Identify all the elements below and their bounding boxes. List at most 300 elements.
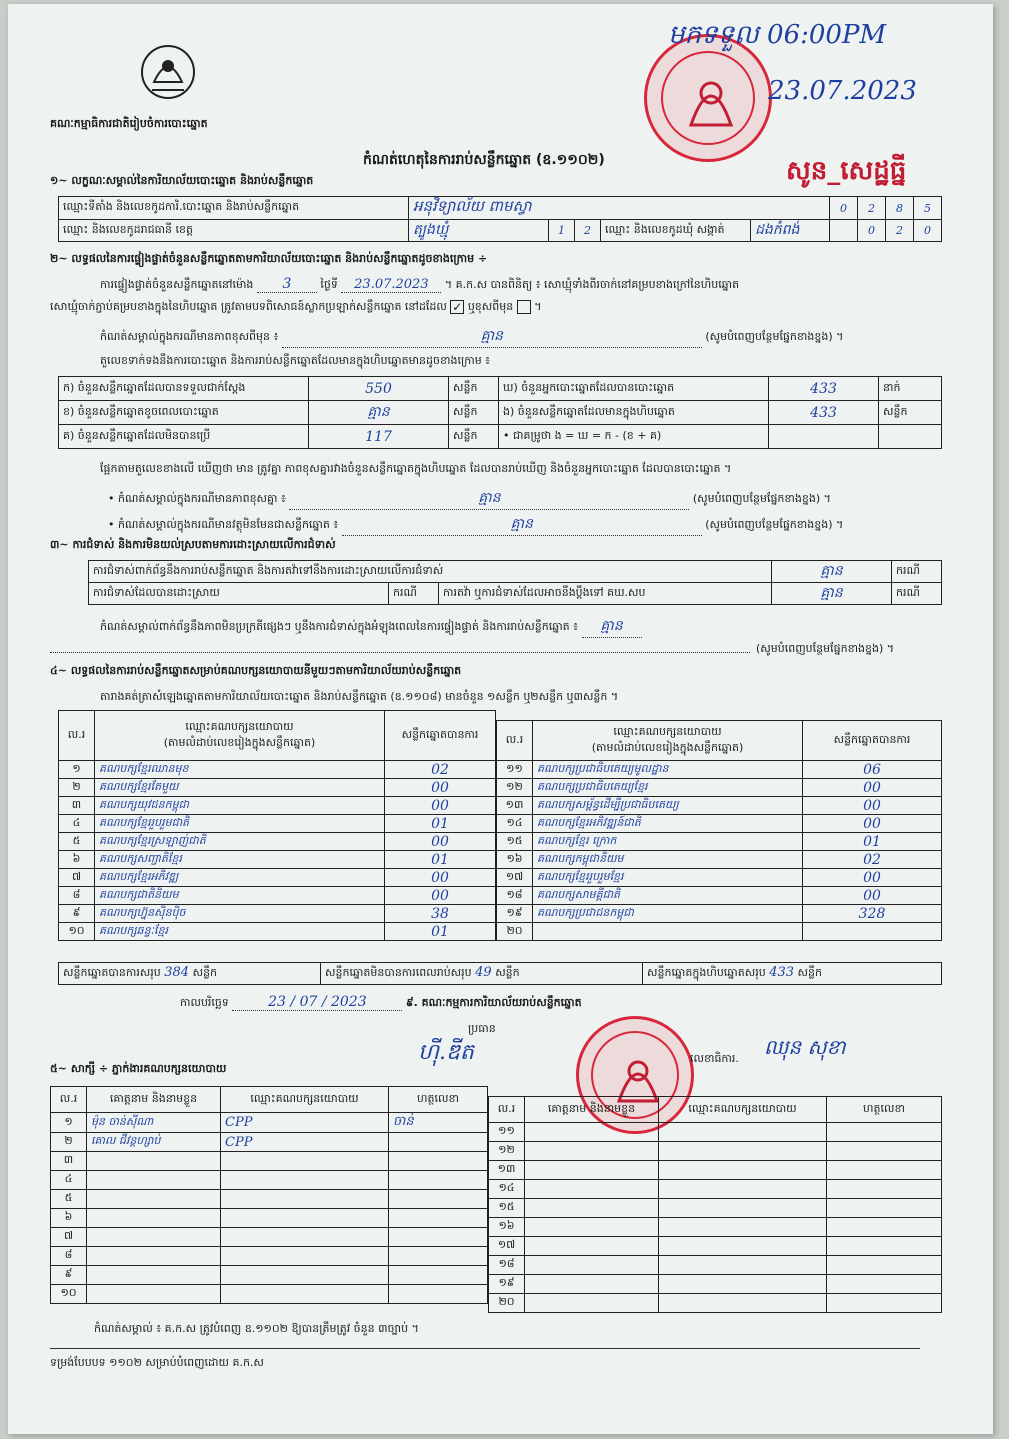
witness-row-sign <box>827 1161 942 1180</box>
office-code-4: 5 <box>914 197 942 220</box>
witness-row <box>489 1142 942 1161</box>
bullet2-value: គ្មាន <box>342 514 702 536</box>
votes-table-left <box>58 710 496 941</box>
witness-col-name: គោត្តនាម និងនាមខ្លួន <box>87 1087 221 1113</box>
committee-label: ៩. គណៈកម្មការការិយាល័យរាប់សន្លឹកឆ្នោត <box>405 996 582 1009</box>
different-checkbox[interactable] <box>517 300 531 314</box>
witness-row <box>489 1294 942 1313</box>
office-code-2: 2 <box>858 197 886 220</box>
witness-row <box>51 1228 488 1247</box>
vote-row <box>497 923 942 941</box>
chair-label: ប្រធាន <box>468 1022 496 1035</box>
stamp-text: សូន_សេដ្ឋធ្នី <box>786 156 907 186</box>
vote-row-no: ៩ <box>59 905 95 923</box>
verify-text-b: ថ្ងៃទី <box>320 278 338 291</box>
witness-row-name <box>525 1123 659 1142</box>
office-code-1: 0 <box>830 197 858 220</box>
witness-row-name: គោល ជីវន្តហ្សាប់ <box>87 1133 221 1152</box>
witness-row-sign <box>827 1218 942 1237</box>
count-right-label: ឃ) ចំនួនអ្នកបោះឆ្នោតដែលបានបោះឆ្នោត <box>499 377 769 401</box>
vote-row-no: ១៥ <box>497 833 533 851</box>
province-name: ត្បូងឃ្មុំ <box>409 220 549 242</box>
nec-emblem <box>138 42 198 102</box>
witness-row <box>51 1113 488 1133</box>
count-row <box>59 401 942 425</box>
witness-row-name <box>87 1228 221 1247</box>
vote-row-votes: 01 <box>385 851 496 869</box>
vote-row-party: គណបក្សប្រជាជនកម្ពុជា <box>533 905 803 923</box>
witness-row-no: ១៨ <box>489 1256 525 1275</box>
date-label: កាលបរិច្ឆេទ <box>180 996 229 1009</box>
vote-row-no: ១៣ <box>497 797 533 815</box>
verify-line2-text: សោឃ្មុំចាក់ភ្ជាប់គម្របខាងក្នុងនៃហិបឆ្នោត ត្រូវតាមបទពិសោធន៍ស្លាកប្រឡាក់សន្លឹកឆ្នោត នៅដដែល <box>50 300 447 313</box>
vote-row-party: គណបក្សខ្មែរស្រឡាញ់ជាតិ <box>95 833 385 851</box>
verify-line <box>100 276 960 294</box>
witness-row <box>489 1256 942 1275</box>
witness-row-sign <box>827 1294 942 1313</box>
bullet1-label: • កំណត់សម្គាល់ក្នុងករណីមានភាពខុសគ្នា ៖ <box>108 492 286 505</box>
vote-row-votes: 02 <box>803 851 942 869</box>
vote-row-party: គណបក្សខ្មែរអភិវឌ្ឍ <box>95 869 385 887</box>
count-right-unit: សន្លឹក <box>879 401 942 425</box>
witness-row-name <box>525 1294 659 1313</box>
vote-row <box>497 815 942 833</box>
witness-row-name <box>87 1285 221 1304</box>
witness-row-sign <box>827 1199 942 1218</box>
bullet2-label: • កំណត់សម្គាល់ក្នុងករណីមានវត្ថុមិនមែនជាសន្លឹកឆ្នោត ៖ <box>108 518 339 531</box>
votes-col-no: ល.រ <box>59 711 95 761</box>
votes-col-party-label: ឈ្មោះគណបក្សនយោបាយ <box>185 719 294 733</box>
witness-row-no: ១០ <box>51 1285 87 1304</box>
witness-row <box>489 1161 942 1180</box>
note-value: គ្មាន <box>282 326 702 348</box>
votes-col-no-r: ល.រ <box>497 721 533 761</box>
received-date: 23.07.2023 <box>768 76 917 106</box>
commune-code-1: 0 <box>858 220 886 242</box>
count-table <box>58 376 942 449</box>
vote-row <box>497 797 942 815</box>
count-right-unit <box>879 425 942 449</box>
witness-row-party <box>221 1171 389 1190</box>
witness-row-no: ៩ <box>51 1266 87 1285</box>
section3-title: ៣~ ការជំទាស់ និងការមិនយល់ស្របតាមការដោះស្រាយលើការជំទាស់ <box>50 538 336 551</box>
total-inbox-label: សន្លឹកឆ្នោតក្នុងហិបឆ្នោតសរុប <box>647 966 766 979</box>
verify-date: 23.07.2023 <box>341 277 441 293</box>
verify-line-2: សោឃ្មុំចាក់ភ្ជាប់គម្របខាងក្នុងនៃហិបឆ្នោត ត្រូវតាមបទពិសោធន៍ស្លាកប្រឡាក់សន្លឹកឆ្នោត នៅដដែល ✓ ឬខុសពីមុន ។ <box>50 300 542 314</box>
witness-row <box>489 1237 942 1256</box>
witness-row-party <box>659 1294 827 1313</box>
witness-row-no: ៤ <box>51 1171 87 1190</box>
vote-row <box>497 851 942 869</box>
total-invalid-unit: សន្លឹក <box>495 966 520 979</box>
total-inbox-unit: សន្លឹក <box>797 966 822 979</box>
province-code-1: 1 <box>549 220 575 242</box>
witness-row <box>489 1275 942 1294</box>
witness-row-party <box>221 1152 389 1171</box>
section3-note-label: កំណត់សម្គាល់ពាក់ព័ន្ធនឹងភាពមិនប្រក្រតីផ្សេងៗ ឬនឹងការជំទាស់ក្នុងអំឡុងពេលនៃការផ្ទៀងផ្ទាត់ និងការរាប់សន្លឹកឆ្នោត ៖ <box>100 620 578 633</box>
witness-row-no: ២ <box>51 1133 87 1152</box>
count-left-label: គ) ចំនួនសន្លឹកឆ្នោតដែលមិនបានប្រើ <box>59 425 309 449</box>
witness-row-party <box>221 1285 389 1304</box>
witness-row-name <box>525 1161 659 1180</box>
witness-row-no: ១១ <box>489 1123 525 1142</box>
witness-row <box>51 1171 488 1190</box>
witness-row-sign <box>389 1152 488 1171</box>
vote-row-no: ៣ <box>59 797 95 815</box>
witness-table-left <box>50 1086 488 1304</box>
witness-col-no: ល.រ <box>51 1087 87 1113</box>
total-valid-unit: សន្លឹក <box>192 966 218 979</box>
witness-row-sign <box>827 1256 942 1275</box>
witness-row-sign <box>389 1171 488 1190</box>
witness-row <box>51 1285 488 1304</box>
witness-row-name <box>87 1209 221 1228</box>
total-valid-value: 384 <box>164 965 190 980</box>
province-code-2: 2 <box>575 220 601 242</box>
total-inbox <box>643 963 942 985</box>
vote-row-no: ៨ <box>59 887 95 905</box>
vote-row-party <box>533 923 803 941</box>
count-left-label: ខ) ចំនួនសន្លឹកឆ្នោតខូចពេលបោះឆ្នោត <box>59 401 309 425</box>
witness-col-party: ឈ្មោះគណបក្សនយោបាយ <box>221 1087 389 1113</box>
vote-row <box>497 779 942 797</box>
witness-row-name <box>87 1247 221 1266</box>
vote-row-votes: 00 <box>803 797 942 815</box>
witness-row <box>51 1247 488 1266</box>
vote-row <box>59 851 496 869</box>
witness-table-right <box>488 1096 942 1313</box>
witness-row-sign <box>827 1180 942 1199</box>
witness-row-party <box>221 1190 389 1209</box>
witness-row-name <box>87 1152 221 1171</box>
vote-row-votes: 00 <box>385 887 496 905</box>
vote-row <box>59 761 496 779</box>
witness-row <box>51 1152 488 1171</box>
objection-row1-unit: ករណី <box>892 561 942 583</box>
witness-row-no: ១ <box>51 1113 87 1133</box>
witness-row-party <box>659 1142 827 1161</box>
commune-name: ដងកំពង់ <box>751 220 830 242</box>
vote-row-votes: 00 <box>803 869 942 887</box>
vote-row-party: គណបក្សប្រជាធិបតេយ្យខ្មែរ <box>533 779 803 797</box>
vote-row-party: គណបក្សសញ្ជាតិខ្មែរ <box>95 851 385 869</box>
bullet2-hint: (សូមបំពេញបន្ថែមផ្នែកខាងខ្នង) ។ <box>705 518 844 531</box>
witness-row-no: ៦ <box>51 1209 87 1228</box>
witness-row-no: ៣ <box>51 1152 87 1171</box>
witness-row-sign <box>389 1209 488 1228</box>
vote-row-party: គណបក្សហ្វ៊ុនស៊ិនប៉ិច <box>95 905 385 923</box>
witness-col-sign: ហត្ថលេខា <box>389 1087 488 1113</box>
section3-note <box>100 616 960 638</box>
witness-row-party <box>659 1199 827 1218</box>
section4-title: ៤~ លទ្ធផលនៃការរាប់សន្លឹកឆ្នោតសម្រាប់គណបក្សនយោបាយនីមួយៗតាមការិយាល័យរាប់សន្លឹកឆ្នោត <box>50 664 462 677</box>
vote-row-no: ១០ <box>59 923 95 941</box>
form-title: កំណត់ហេតុនៃការរាប់សន្លឹកឆ្នោត (ឧ.១១០២) <box>363 152 605 168</box>
objection-row1-value: គ្មាន <box>772 561 892 583</box>
section3-hint: (សូមបំពេញបន្ថែមផ្នែកខាងខ្នង) ។ <box>756 642 895 655</box>
footer-form-ref: ទម្រង់បែបបទ ១១០២ សម្រាប់បំពេញដោយ គ.ក.ស <box>50 1356 264 1369</box>
count-left-unit: សន្លឹក <box>449 401 499 425</box>
vote-row-votes: 00 <box>385 833 496 851</box>
vote-row <box>59 923 496 941</box>
vote-row <box>59 833 496 851</box>
vote-row-votes: 06 <box>803 761 942 779</box>
office-label: ឈ្មោះទីតាំង និងលេខកូដការិ.បោះឆ្នោត និងរាប់សន្លឹកឆ្នោត <box>59 197 409 220</box>
vote-row <box>59 869 496 887</box>
witness-row <box>489 1199 942 1218</box>
witness-row-sign <box>827 1237 942 1256</box>
witness-row-name <box>525 1256 659 1275</box>
date-value: 23 / 07 / 2023 <box>232 994 402 1011</box>
office-code-3: 8 <box>886 197 914 220</box>
witness-row-party <box>221 1228 389 1247</box>
witness-row-name <box>525 1218 659 1237</box>
vote-row-votes: 00 <box>385 797 496 815</box>
vote-row-votes: 00 <box>803 779 942 797</box>
bullet1-line <box>108 488 958 510</box>
vote-row-votes: 01 <box>385 923 496 941</box>
witness-row-party: CPP <box>221 1113 389 1133</box>
vote-row-party: គណបក្សខ្មែរឈានមុខ <box>95 761 385 779</box>
witness-row-name <box>87 1190 221 1209</box>
witness-row-no: ១៩ <box>489 1275 525 1294</box>
vote-row-no: ១៤ <box>497 815 533 833</box>
section4-intro: តារាងគត់ត្រាសំឡេងឆ្នោតតាមការិយាល័យបោះឆ្នោត និងរាប់សន្លឹកឆ្នោត (ឧ.១១០៨) មានចំនួន ១សន្លឹក ឬ២សន្លឹក ឬ៣សន្លឹក ។ <box>100 690 619 703</box>
witness-row-sign <box>389 1133 488 1152</box>
vote-row-votes: 01 <box>385 815 496 833</box>
objection-table <box>88 560 942 605</box>
vote-row-party: គណបក្សសាមគ្គីជាតិ <box>533 887 803 905</box>
witness-row-sign <box>389 1190 488 1209</box>
section2-title: ២~ លទ្ធផលនៃការផ្ទៀងផ្ទាត់ចំនួនសន្លឹកឆ្នោតតាមការិយាល័យបោះឆ្នោត និងរាប់សន្លឹកឆ្នោតដូចខាងក្រោម ÷ <box>50 252 488 265</box>
witness-row <box>489 1218 942 1237</box>
date-line <box>180 994 980 1012</box>
total-inbox-value: 433 <box>769 965 795 980</box>
count-right-value: 433 <box>769 377 879 401</box>
witness-row-party <box>659 1180 827 1199</box>
vote-row-votes: 00 <box>385 779 496 797</box>
witness-row-name <box>525 1142 659 1161</box>
section1-title: ១~ លក្ខណៈសម្គាល់នៃការិយាល័យបោះឆ្នោត និងរាប់សន្លឹកឆ្នោត <box>50 174 314 187</box>
total-invalid <box>321 963 643 985</box>
vote-row-votes: 328 <box>803 905 942 923</box>
vote-row-no: ៦ <box>59 851 95 869</box>
office-name: អនុវិទ្យាល័យ ពាមស្វា <box>409 197 830 220</box>
witness-col-no-r: ល.រ <box>489 1097 525 1123</box>
witness-row-party: CPP <box>221 1133 389 1152</box>
witness-row-name <box>525 1237 659 1256</box>
vote-row-no: ១១ <box>497 761 533 779</box>
vote-row-no: ១៧ <box>497 869 533 887</box>
votes-col-votes-r: សន្លឹកឆ្នោតបានការ <box>803 721 942 761</box>
witness-row <box>51 1133 488 1152</box>
verify-hour: 3 <box>257 276 317 293</box>
vote-row-no: ១២ <box>497 779 533 797</box>
count-right-label: ង) ចំនួនសន្លឹកឆ្នោតដែលមានក្នុងហិបឆ្នោត <box>499 401 769 425</box>
witness-row-party <box>221 1209 389 1228</box>
objection-row2-mid: ការតវ៉ា ឬការជំទាស់ដែលអាចនឹងប្តឹងទៅ គឃ.សប <box>439 583 772 605</box>
section5-title: ៥~ សាក្សី ÷ ភ្នាក់ងារគណបក្សនយោបាយ <box>50 1062 227 1075</box>
different-label: ឬខុសពីមុន <box>467 300 514 313</box>
vote-row-votes: 00 <box>803 815 942 833</box>
vote-row-party: គណបក្សឆន្ទៈខ្មែរ <box>95 923 385 941</box>
witness-row-name <box>87 1266 221 1285</box>
votes-col-party-r <box>533 721 803 761</box>
vote-row-no: ៥ <box>59 833 95 851</box>
witness-row <box>51 1266 488 1285</box>
witness-row-no: ១៦ <box>489 1218 525 1237</box>
vote-row-party: គណបក្សយុវជនកម្ពុជា <box>95 797 385 815</box>
total-valid-label: សន្លឹកឆ្នោតបានការសរុប <box>63 966 161 979</box>
totals-table <box>58 962 942 985</box>
witness-row-sign: ចាន់ <box>389 1113 488 1133</box>
witness-col-name-r: គោត្តនាម និងនាមខ្លួន <box>525 1097 659 1123</box>
secretary-signature: ឈុន សុខា <box>764 1035 846 1059</box>
witness-row-party <box>659 1275 827 1294</box>
secretary-label: លេខាធិការ. <box>690 1052 739 1065</box>
witness-row-party <box>659 1161 827 1180</box>
votes-col-party-label-r: ឈ្មោះគណបក្សនយោបាយ <box>613 724 722 738</box>
vote-row-no: ៤ <box>59 815 95 833</box>
vote-row-no: ២០ <box>497 923 533 941</box>
note-label: កំណត់សម្គាល់ក្នុងករណីមានភាពខុសពីមុន ៖ <box>100 330 279 343</box>
province-label: ឈ្មោះ និងលេខកូដរាជធានី ខេត្ត <box>59 220 409 242</box>
bullet1-hint: (សូមបំពេញបន្ថែមផ្នែកខាងខ្នង) ។ <box>692 492 831 505</box>
count-row <box>59 377 942 401</box>
vote-row-party: គណបក្សខ្មែរអភិវឌ្ឍន៍ជាតិ <box>533 815 803 833</box>
witness-row-sign <box>389 1228 488 1247</box>
count-right-value: 433 <box>769 401 879 425</box>
total-valid <box>59 963 321 985</box>
vote-row-party: គណបក្សខ្មែររួបរួមខ្មែរ <box>533 869 803 887</box>
form-paper <box>8 4 993 1434</box>
count-row <box>59 425 942 449</box>
vote-row-party: គណបក្សកម្ពុជានិយម <box>533 851 803 869</box>
witness-row-no: ៥ <box>51 1190 87 1209</box>
votes-col-votes: សន្លឹកឆ្នោតបានការ <box>385 711 496 761</box>
section3-note-value: គ្មាន <box>582 616 642 638</box>
votes-table-right <box>496 720 942 941</box>
count-left-value: 117 <box>309 425 449 449</box>
objection-row2-value: គ្មាន <box>772 583 892 605</box>
witness-row-name <box>87 1171 221 1190</box>
witness-row-name: ម៉ុន ចាន់ស៊ីណា <box>87 1113 221 1133</box>
witness-row <box>51 1190 488 1209</box>
verify-text-a: ការផ្ទៀងផ្ទាត់ចំនួនសន្លឹកឆ្នោតនៅម៉ោង <box>100 278 254 291</box>
count-left-value: គ្មាន <box>309 401 449 425</box>
vote-row-party: គណបក្សជាតិនិយម <box>95 887 385 905</box>
vote-row <box>497 833 942 851</box>
vote-row <box>497 869 942 887</box>
footer-note: កំណត់សម្គាល់ ៖ គ.ក.ស ត្រូវបំពេញ ឧ.១១០២ ឱ្យបានត្រឹមត្រូវ ចំនួន ៣ច្បាប់ ។ <box>94 1322 419 1335</box>
objection-row2-unit1: ករណី <box>389 583 439 605</box>
witness-row <box>489 1123 942 1142</box>
count-right-label: • ជាគម្រូថា ង = ឃ = ក - (ខ + គ) <box>499 425 769 449</box>
witness-row-name <box>525 1180 659 1199</box>
vote-row-votes <box>803 923 942 941</box>
vote-row <box>59 815 496 833</box>
votes-col-party-sub-r: (តាមលំដាប់លេខរៀងក្នុងសន្លឹកឆ្នោត) <box>591 740 744 754</box>
witness-row-no: ១២ <box>489 1142 525 1161</box>
count-left-value: 550 <box>309 377 449 401</box>
witness-row <box>489 1180 942 1199</box>
vote-row <box>59 905 496 923</box>
witness-row-party <box>659 1237 827 1256</box>
vote-row-no: ២ <box>59 779 95 797</box>
count-right-value <box>769 425 879 449</box>
received-time: មកទទួល 06:00PM <box>668 20 887 50</box>
votes-col-party-sub: (តាមលំដាប់លេខរៀងក្នុងសន្លឹកឆ្នោត) <box>163 735 316 749</box>
commune-code-2: 2 <box>886 220 914 242</box>
compare-text: ផ្អែកតាមតួលេខខាងលើ ឃើញថា មាន ត្រូវគ្នា ភាពខុសគ្នារវាងចំនួនសន្លឹកឆ្នោតក្នុងហិបឆ្នោត ដែលបានរាប់ឃើញ និងចំនួនអ្នកបោះឆ្នោត ដែលបានបោះឆ្នោត ។ <box>100 462 732 475</box>
witness-row-sign <box>827 1123 942 1142</box>
witness-col-party-r: ឈ្មោះគណបក្សនយោបាយ <box>659 1097 827 1123</box>
count-left-unit: សន្លឹក <box>449 377 499 401</box>
vote-row-party: គណបក្សប្រជាធិបតេយ្យមូលដ្ឋាន <box>533 761 803 779</box>
witness-row-no: ១៤ <box>489 1180 525 1199</box>
table-intro: តួលេខទាក់ទងនឹងការបោះឆ្នោត និងការរាប់សន្លឹកឆ្នោតដែលមានក្នុងហិបឆ្នោតមានដូចខាងក្រោម ៖ <box>100 354 491 367</box>
witness-row-name <box>525 1199 659 1218</box>
vote-row-party: គណបក្សខ្មែរ ក្រោក <box>533 833 803 851</box>
vote-row <box>59 797 496 815</box>
objection-row1-label: ការជំទាស់ពាក់ព័ន្ធនឹងការរាប់សន្លឹកឆ្នោត និងការតវ៉ាទៅនឹងការដោះស្រាយលើការជំទាស់ <box>89 561 772 583</box>
committee-name: គណៈកម្មាធិការជាតិរៀបចំការបោះឆ្នោត <box>50 117 208 130</box>
vote-row <box>497 761 942 779</box>
witness-row-party <box>659 1123 827 1142</box>
vote-row-no: ១៩ <box>497 905 533 923</box>
witness-row-sign <box>389 1285 488 1304</box>
chair-signature: ហ៊ី.ឌីត <box>418 1040 474 1065</box>
vote-row <box>497 905 942 923</box>
vote-row-votes: 00 <box>385 869 496 887</box>
count-left-unit: សន្លឹក <box>449 425 499 449</box>
witness-row <box>51 1209 488 1228</box>
vote-row <box>59 779 496 797</box>
note-line <box>100 326 980 348</box>
witness-row-no: ២០ <box>489 1294 525 1313</box>
votes-col-party <box>95 711 385 761</box>
witness-row-sign <box>389 1247 488 1266</box>
vote-row-no: ១ <box>59 761 95 779</box>
vote-row-votes: 38 <box>385 905 496 923</box>
total-invalid-value: 49 <box>475 965 492 980</box>
vote-row-votes: 02 <box>385 761 496 779</box>
witness-row-sign <box>827 1275 942 1294</box>
vote-row-party: គណបក្សខ្មែររួបរួមជាតិ <box>95 815 385 833</box>
count-left-label: ក) ចំនួនសន្លឹកឆ្នោតដែលបានទទួលជាក់ស្តែង <box>59 377 309 401</box>
bullet2-line <box>108 514 958 536</box>
commune-label: ឈ្មោះ និងលេខកូដឃុំ សង្កាត់ <box>601 220 751 242</box>
witness-row-no: ១៥ <box>489 1199 525 1218</box>
vote-row-party: គណបក្សខ្មែរតែមួយ <box>95 779 385 797</box>
bullet1-value: គ្មាន <box>289 488 689 510</box>
witness-row-party <box>659 1218 827 1237</box>
witness-row-party <box>221 1247 389 1266</box>
commune-code-3: 0 <box>914 220 942 242</box>
witness-row-no: ៨ <box>51 1247 87 1266</box>
same-checkbox[interactable]: ✓ <box>452 300 463 314</box>
witness-col-sign-r: ហត្ថលេខា <box>827 1097 942 1123</box>
total-invalid-label: សន្លឹកឆ្នោតមិនបានការពេលរាប់សរុប <box>325 966 472 979</box>
witness-row-no: ៧ <box>51 1228 87 1247</box>
location-table <box>58 196 942 242</box>
vote-row-no: ៧ <box>59 869 95 887</box>
verify-text-c: ។ គ.ក.ស បានពិនិត្យ ៖ សោឃ្មុំទាំងពីរចាក់នៅគម្របខាងក្រៅនៃហិបឆ្នោត <box>444 278 740 291</box>
vote-row-no: ១៦ <box>497 851 533 869</box>
witness-row-sign <box>389 1266 488 1285</box>
vote-row-party: គណបក្សសម្ព័ន្ធដើម្បីប្រជាធិបតេយ្យ <box>533 797 803 815</box>
witness-row-name <box>525 1275 659 1294</box>
